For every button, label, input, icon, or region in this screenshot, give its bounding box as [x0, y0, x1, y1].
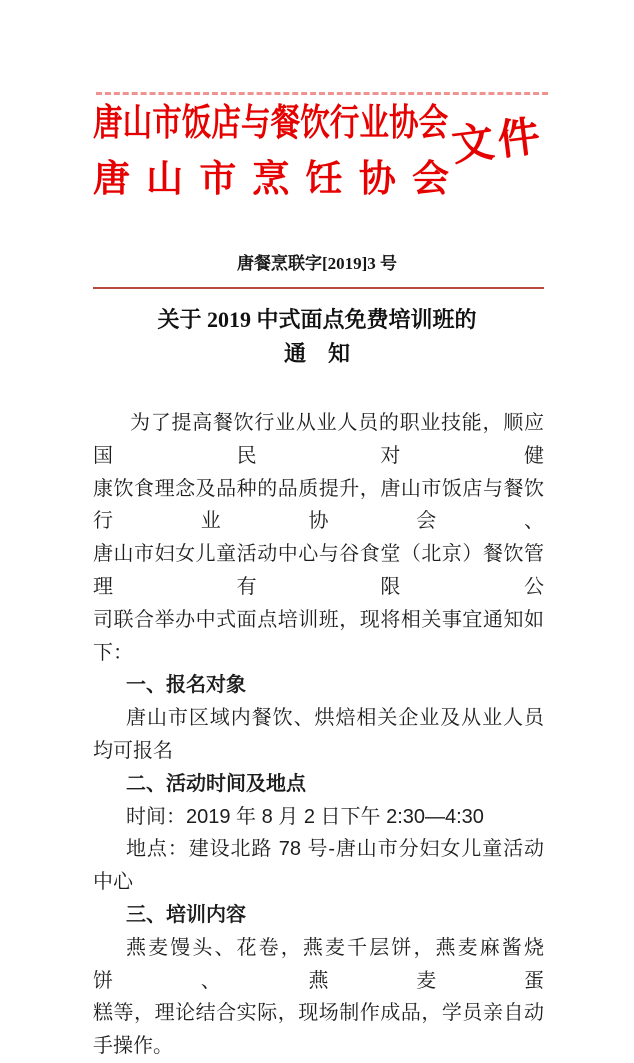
section-2-time: 时间：2019 年 8 月 2 日下午 2:30—4:30	[126, 805, 484, 828]
doc-body	[93, 407, 544, 1063]
section-2-place: 地点：建设北路 78 号-唐山市分妇女儿童活动中心	[93, 838, 544, 894]
section-1-content: 唐山市区域内餐饮、烘焙相关企业及从业人员均可报名	[93, 707, 544, 762]
org-name-line2: 唐 山 市 烹 饪 协 会	[93, 159, 449, 200]
section-3-heading: 三、培训内容	[126, 903, 246, 926]
paragraph-1-line-2: 康饮食理念及品种的品质提升，唐山市饭店与餐饮行业协会、	[93, 477, 544, 533]
section-1-heading: 一、报名对象	[126, 674, 246, 697]
section-3-line-1: 燕麦馒头、花卷，燕麦千层饼，燕麦麻酱烧饼、燕麦蛋	[93, 936, 544, 992]
doc-title-line2: 通 知	[283, 341, 350, 366]
org-name-line1: 唐山市饭店与餐饮行业协会	[93, 103, 449, 144]
doc-reference-number: 唐餐烹联字[2019]3 号	[236, 254, 398, 273]
section-3-line-2: 糕等，理论结合实际，现场制作成品，学员亲自动手操作。	[93, 1002, 544, 1058]
paragraph-1-line-1: 为了提高餐饮行业从业人员的职业技能，顺应国民对健	[93, 412, 544, 467]
doc-title-line1: 关于 2019 中式面点免费培训班的	[157, 307, 477, 332]
paragraph-1-line-3: 唐山市妇女儿童活动中心与谷食堂（北京）餐饮管理有限公	[93, 543, 544, 598]
section-2-heading: 二、活动时间及地点	[126, 772, 306, 795]
doc-type-label: 文件	[449, 113, 547, 171]
doc-title	[0, 303, 634, 371]
red-divider-line	[93, 287, 544, 289]
paragraph-1-line-4: 司联合举办中式面点培训班，现将相关事宜通知如下：	[93, 608, 544, 664]
scan-artifact-dashes	[96, 92, 548, 95]
